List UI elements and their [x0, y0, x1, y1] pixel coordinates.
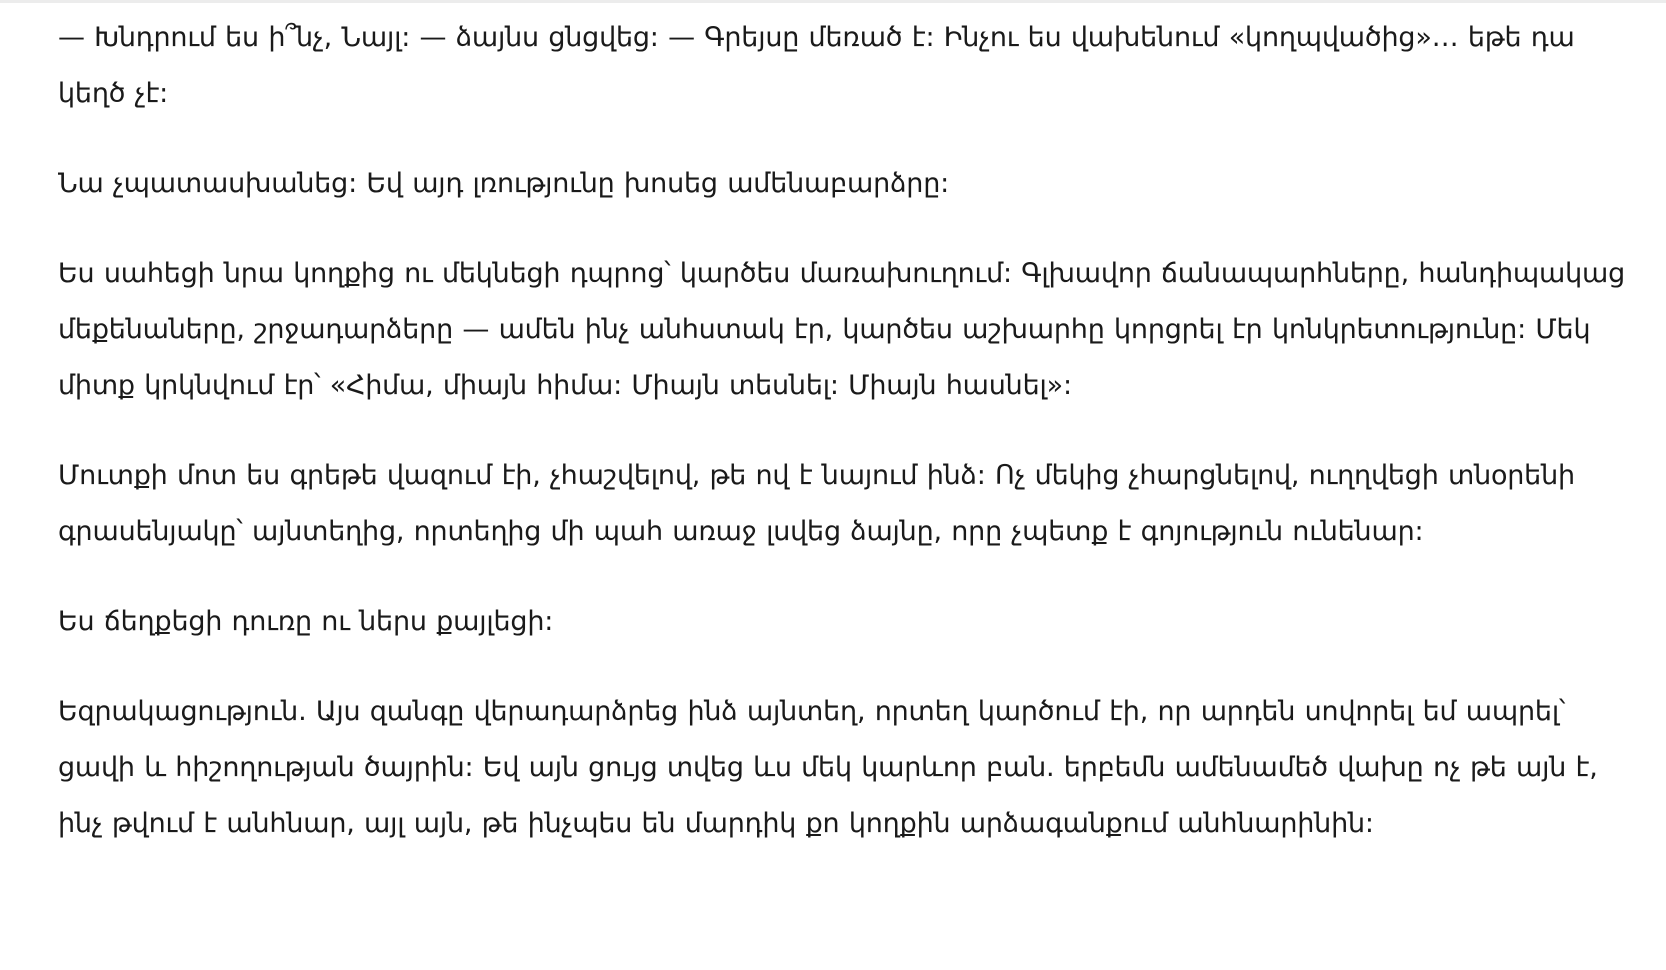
story-text	[58, 10, 1638, 886]
paragraph-conclusion: Եզրակացություն. Այս զանգը վերադարձրեց ինձ այնտեղ, որտեղ կարծում էի, որ արդեն սովորել եմ ապրել՝ ցավի և հիշողության ծայրին: Եվ այն ցույց տվեց ևս մեկ կարևոր բան. երբեմն ամենամեծ վախը ոչ թե այն է, ինչ թվում է անհնար, այլ այն, թե ինչպես են մարդիկ քո կողքին արձագանքում անհնարինին:	[58, 696, 1598, 839]
paragraph-entrance: Մուտքի մոտ ես գրեթե վազում էի, չհաշվելով, թե ով է նայում ինձ: Ոչ մեկից չհարցնելով, ուղղվեցի տնօրենի գրասենյակը՝ այնտեղից, որտեղից մի պահ առաջ լսվեց ձայնը, որը չպետք է գոյություն ունենար:	[58, 460, 1575, 547]
paragraph-drive: Ես սահեցի նրա կողքից ու մեկնեցի դպրոց՝ կարծես մառախուղում: Գլխավոր ճանապարհները, հանդիպակաց մեքենաները, շրջադարձերը — ամեն ինչ անհստակ էր, կարծես աշխարհը կորցրել էր կոնկրետությունը: Մեկ միտք կրկնվում էր՝ «Հիմա, միայն հիմա: Միայն տեսնել: Միայն հասնել»:	[58, 258, 1626, 401]
paragraph-door: Ես ճեղքեցի դուռը ու ներս քայլեցի:	[58, 606, 554, 637]
paragraph-dialogue: — Խնդրում ես ի՞նչ, Նայլ: — ձայնս ցնցվեց: — Գրեյսը մեռած է: Ինչու ես վախենում «կողպվածից»… եթե դա կեղծ չէ:	[58, 22, 1575, 109]
paragraph-silence: Նա չպատասխանեց: Եվ այդ լռությունը խոսեց ամենաբարձրը:	[58, 168, 950, 199]
top-divider	[0, 0, 1666, 3]
